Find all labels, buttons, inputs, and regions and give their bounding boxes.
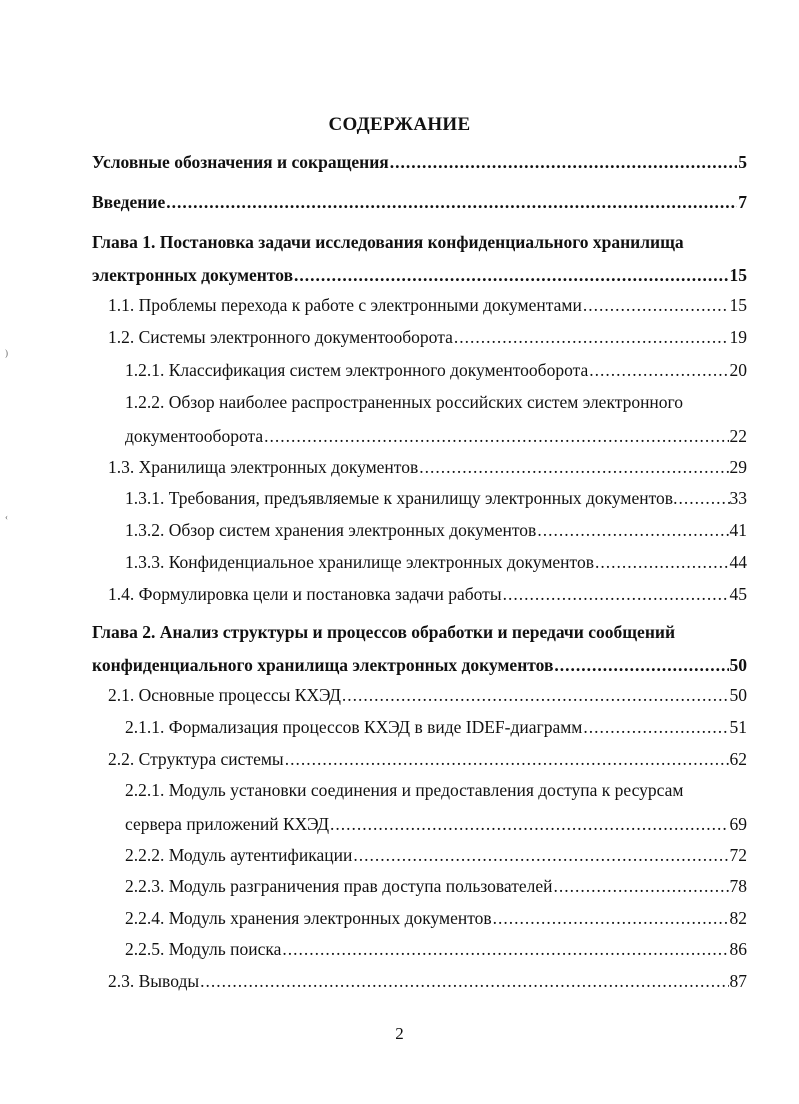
toc-entry-text: 2.3. Выводы [108,971,200,991]
toc-page-number: 5 [738,152,747,172]
leader-dots [419,455,728,479]
leader-dots [390,150,738,174]
page-title: СОДЕРЖАНИЕ [328,114,471,135]
toc-page-number: 82 [729,908,747,928]
toc-page-number: 86 [729,939,747,959]
toc-page-number: 29 [729,457,747,477]
toc-page-number: 78 [729,876,747,896]
margin-mark: ) [5,348,8,358]
toc-entry-text: 1.1. Проблемы перехода к работе с электронными документами [108,295,582,315]
toc-entry-first-line: 1.2.2. Обзор наиболее распространенных российских систем электронного [125,392,684,412]
toc-entry-text: конфиденциального хранилища электронных документов [92,655,554,675]
toc-entry-text: 1.3. Хранилища электронных документов [108,457,419,477]
toc-entry-2-2-2[interactable] [125,843,747,867]
toc-entry-2-3[interactable] [108,969,747,993]
toc-page-number: 62 [729,749,747,769]
toc-entry-text: 2.1. Основные процессы КХЭД [108,685,341,705]
toc-entry-text: 2.2. Структура системы [108,749,284,769]
toc-page-number: 15 [729,295,747,315]
toc-entry-1-3-3[interactable] [125,550,747,574]
toc-entry-text: 2.2.5. Модуль поиска [125,939,282,959]
toc-entry-1-2-1[interactable] [125,358,747,382]
leader-dots [330,812,728,836]
toc-page-number: 20 [729,360,747,380]
toc-entry-first-line: 2.2.1. Модуль установки соединения и предоставления доступа к ресурсам [125,780,684,800]
toc-entry-first-line: Глава 2. Анализ структуры и процессов обработки и передачи сообщений [92,622,676,642]
leader-dots [589,358,728,382]
margin-mark: ‹ [5,512,8,522]
toc-entry-text: 2.2.4. Модуль хранения электронных документов [125,908,492,928]
toc-entry-2-2-1[interactable] [125,778,747,836]
leader-dots [554,874,729,898]
toc-entry-chapter-1[interactable] [92,230,747,287]
toc-entry-2-2[interactable] [108,747,747,771]
toc-page-number: 72 [729,845,747,865]
toc-page-number: 45 [729,584,747,604]
leader-dots [493,906,729,930]
leader-dots [583,293,729,317]
toc-entry-text: 1.3.3. Конфиденциальное хранилище электронных документов [125,552,594,572]
leader-dots [537,518,728,542]
toc-entry-1-2-2[interactable] [125,390,747,448]
toc-entry-text: 1.4. Формулировка цели и постановка задачи работы [108,584,502,604]
leader-dots [285,747,729,771]
toc-entry-text: 2.2.2. Модуль аутентификации [125,845,353,865]
leader-dots [583,715,728,739]
leader-dots [342,683,729,707]
toc-page-number: 51 [729,717,747,737]
toc-page-number: 15 [729,265,747,285]
toc-entry-text: документооборота [125,426,264,446]
toc-entry-1-2[interactable] [108,325,747,349]
toc-entry-text: 1.3.2. Обзор систем хранения электронных документов [125,520,537,540]
toc-entry-text: 1.2. Системы электронного документооборота [108,327,453,347]
toc-page-number: 33 [729,488,747,508]
toc-entry-1-3-2[interactable] [125,518,747,542]
toc-entry-2-2-5[interactable] [125,937,747,961]
toc-entry-text: Введение [92,192,166,212]
leader-dots [503,582,729,606]
toc-entry-chapter-2[interactable] [92,620,747,677]
leader-dots [353,843,728,867]
toc-page-number: 50 [729,655,747,675]
toc-entry-2-1-1[interactable] [125,715,747,739]
toc-page-number: 87 [729,971,747,991]
toc-entry-text: Условные обозначения и сокращения [92,152,389,172]
leader-dots [554,653,728,677]
leader-dots [673,486,729,510]
toc-entry-text: 1.2.1. Классификация систем электронного документооборота [125,360,589,380]
toc-page-number: 44 [729,552,747,572]
leader-dots [294,263,728,287]
toc-page-number: 22 [729,426,747,446]
toc-entry-2-1[interactable] [108,683,747,707]
toc-page-number: 69 [729,814,747,834]
toc-entry-1-1[interactable] [108,293,747,317]
toc-page-number: 50 [729,685,747,705]
toc-entry-1-3-1[interactable] [125,486,747,510]
leader-dots [454,325,729,349]
toc-entry-abbreviations[interactable] [92,150,747,174]
toc-entry-2-2-3[interactable] [125,874,747,898]
leader-dots [200,969,728,993]
toc-entry-text: 2.1.1. Формализация процессов КХЭД в виде IDEF-диаграмм [125,717,583,737]
toc-entry-text: 2.2.3. Модуль разграничения прав доступа пользователей [125,876,553,896]
page-number: 2 [395,1024,404,1043]
toc-entry-introduction[interactable] [92,190,747,214]
leader-dots [264,424,728,448]
toc-page-number: 41 [729,520,747,540]
leader-dots [282,937,728,961]
toc-entry-1-4[interactable] [108,582,747,606]
toc-page-number: 19 [729,327,747,347]
toc-entry-text: 1.3.1. Требования, предъявляемые к хранилищу электронных документов [125,488,674,508]
leader-dots [595,550,729,574]
toc-entry-1-3[interactable] [108,455,747,479]
leader-dots [166,190,737,214]
toc-entry-text: электронных документов [92,265,294,285]
toc-entry-first-line: Глава 1. Постановка задачи исследования конфиденциального хранилища [92,232,684,252]
toc-entry-2-2-4[interactable] [125,906,747,930]
toc-page-number: 7 [738,192,747,212]
toc-entry-text: сервера приложений КХЭД [125,814,330,834]
